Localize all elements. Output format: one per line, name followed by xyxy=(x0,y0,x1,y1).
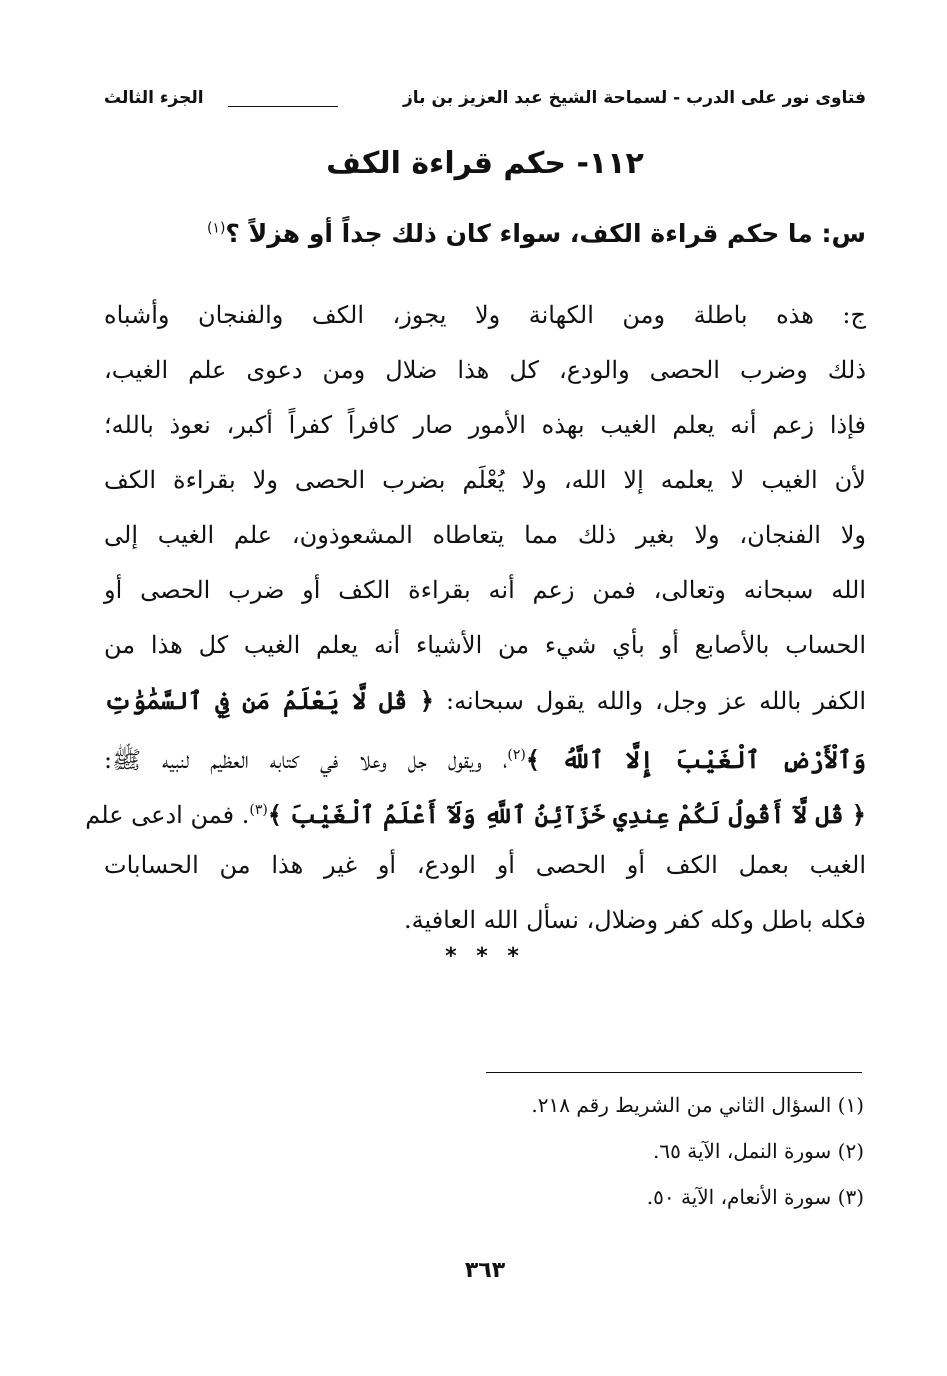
header-book-title: فتاوى نور على الدرب - لسماحة الشيخ عبد العزيز بن باز xyxy=(403,88,866,108)
footnote-divider xyxy=(486,1072,862,1073)
answer-line: الله سبحانه وتعالى، فمن زعم أنه بقراءة الكف أو ضرب الحصى أو xyxy=(104,576,866,604)
answer-line: الحساب بالأصابع أو بأي شيء من الأشياء أنه يعلم الغيب كل هذا من xyxy=(104,631,866,659)
answer-line xyxy=(104,673,866,728)
header-rule xyxy=(228,106,338,107)
footnote: (٣) سورة الأنعام، الآية ٥٠. xyxy=(646,1185,864,1209)
answer-line: ذلك وضرب الحصى والودع، كل هذا ضلال ومن دعوى علم الغيب، xyxy=(104,356,866,384)
answer-line xyxy=(85,783,866,838)
running-header xyxy=(104,88,866,118)
answer-line: لأن الغيب لا يعلمه إلا الله، ولا يُعْلَم بضرب الحصى ولا بقراءة الكف xyxy=(104,466,866,494)
footnote: (١) السؤال الثاني من الشريط رقم ٢١٨. xyxy=(531,1093,864,1117)
footnote-ref[interactable]: (٢) xyxy=(507,747,526,763)
footnote-ref[interactable]: (٣) xyxy=(249,802,268,818)
quran-verse: وَٱلْأَرْضِ ٱلْغَيْبَ إِلَّا ٱللَّهُ ﴾ xyxy=(525,745,867,774)
answer-line: ولا الفنجان، ولا بغير ذلك مما يتعاطاه المشعوذون، علم الغيب إلى xyxy=(104,521,866,549)
page-number: ٣٦٣ xyxy=(464,1258,506,1283)
answer-line xyxy=(104,728,866,783)
answer-text: . فمن ادعى علم xyxy=(85,801,250,829)
chapter-title: ١١٢- حكم قراءة الكف xyxy=(326,146,644,181)
answer-line: فإذا زعم أنه يعلم الغيب بهذه الأمور صار كافراً كفراً أكبر، نعوذ بالله؛ xyxy=(104,411,866,439)
header-part-label: الجزء الثالث xyxy=(104,88,204,108)
quran-verse: ﴿ قُل لَّا يَعْلَمُ مَن فِي ٱلسَّمَٰوَٰتِ xyxy=(104,686,434,715)
answer-text: ، ويقول جل وعلا في كتابه العظيم لنبيه ﷺ: xyxy=(104,746,508,774)
footnotes xyxy=(104,1082,864,1220)
answer-line: ج: هذه باطلة ومن الكهانة ولا يجوز، الكف والفنجان وأشباه xyxy=(104,301,866,329)
answer xyxy=(85,288,867,948)
quran-verse: ﴿ قُل لَّآ أَقُولُ لَكُمْ عِندِي خَزَآئِنُ ٱللَّهِ وَلَآ أَعْلَمُ ٱلْغَيْبَ ﴾ xyxy=(267,800,866,829)
question xyxy=(104,219,866,248)
answer-line: فكله باطل وكله كفر وضلال، نسأل الله العافية. xyxy=(403,906,866,934)
footnote: (٢) سورة النمل، الآية ٦٥. xyxy=(653,1139,864,1163)
answer-line: الغيب بعمل الكف أو الحصى أو الودع، أو غير هذا من الحسابات xyxy=(104,851,866,879)
question-text: س: ما حكم قراءة الكف، سواء كان ذلك جداً أو هزلاً ؟ xyxy=(225,219,866,248)
answer-text: الكفر بالله عز وجل، والله يقول سبحانه: xyxy=(433,687,866,715)
section-separator: * * * xyxy=(445,944,525,969)
question-footnote-ref[interactable]: (١) xyxy=(206,220,226,237)
